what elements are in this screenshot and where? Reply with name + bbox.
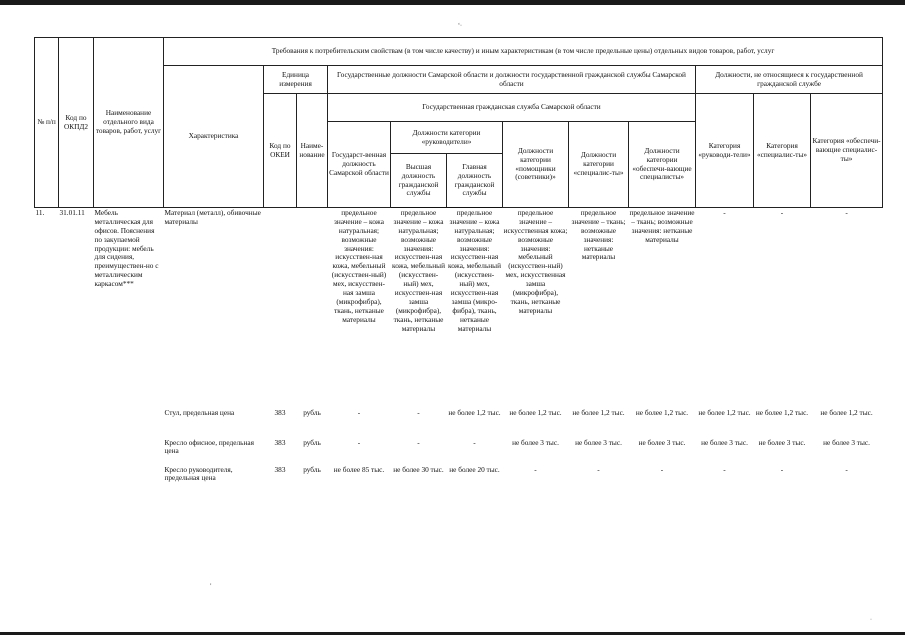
row-value-main: предельное значение – кожа натуральная; возможные значения: искусствен-ная кожа, мебельный (искусствен-ный) мех, искусствен-ная замша (микро-фибра), ткань, нетканые материалы — [448, 208, 501, 333]
row-value-cat-heads: - — [723, 208, 726, 217]
price-value: не более 1,2 тыс. — [755, 407, 809, 417]
header-num: № п/п — [35, 38, 59, 208]
row-characteristic: Материал (металл), обивочные материалы — [164, 208, 261, 226]
price-value: - — [597, 464, 600, 474]
row-value-assistants: предельное значение – искусственная кожа; возможные значения: мебельный (искусствен-ный) мех, искусственная замша (микрофибра), ткань, нетканые материалы — [503, 208, 568, 315]
scan-speck: , — [210, 580, 212, 586]
price-characteristic: Кресло офисное, предельная цена — [164, 437, 254, 456]
price-characteristic: Кресло руководителя, предельная цена — [164, 464, 233, 483]
price-value: не более 3 тыс. — [638, 437, 686, 447]
price-unit: рубль — [303, 464, 321, 474]
requirements-table — [34, 37, 883, 495]
header-cat-spec: Категория «специалис-ты» — [754, 94, 811, 208]
scan-speck: · — [870, 617, 872, 623]
header-specialists: Должности категории «специалис-ты» — [569, 122, 629, 208]
price-value: - — [534, 464, 537, 474]
price-value: не более 1,2 тыс. — [698, 407, 751, 417]
price-value: - — [660, 464, 664, 474]
row-name: Мебель металлическая для офисов. Пояснения по закупаемой продукции: мебель для сидения, преимуществен-но с металлическим каркасом*** — [94, 208, 159, 289]
header-characteristic: Характеристика — [164, 66, 264, 208]
header-unit-code: Код по ОКЕИ — [264, 94, 297, 208]
price-unit: рубль — [303, 407, 321, 417]
header-non-state: Должности, не относящиеся к государственной гражданской службе — [696, 66, 883, 94]
header-cat-support: Категория «обеспечи-вающие специалис-ты» — [811, 94, 883, 208]
price-value: не более 3 тыс. — [823, 437, 870, 447]
price-value: не более 1,2 тыс. — [448, 407, 501, 417]
top-border — [0, 0, 905, 5]
header-heads: Должности категории «руководители» — [391, 122, 503, 154]
header-state-pos-col: Государст-венная должность Самарской области — [328, 122, 391, 208]
price-unit: рубль — [303, 437, 321, 447]
row-value-state: предельное значение – кожа натуральная; возможные значения: искусствен-ная кожа, мебельный (искусствен-ный) мех, искусствен-ная замша (микрофибра), ткань, нетканые материалы — [331, 208, 387, 324]
price-value: - — [357, 437, 361, 447]
row-value-higher: предельное значение – кожа натуральная; возможные значения: искусствен-ная кожа, мебельный (искусствен-ный) мех, искусствен-ная замша (микрофибра), ткань, нетканые материалы — [392, 208, 445, 333]
row-value-cat-spec: - — [780, 208, 784, 217]
scan-mark: ʻ· — [458, 23, 462, 29]
row-unit-code — [264, 208, 297, 408]
price-value: не более 1,2 тыс. — [635, 407, 689, 417]
header-okpd: Код по ОКПД2 — [59, 38, 94, 208]
header-cat-heads: Категория «руководи-тели» — [696, 94, 754, 208]
price-row — [35, 438, 883, 465]
price-value: не более 3 тыс. — [701, 437, 748, 447]
price-value: не более 1,2 тыс. — [572, 407, 625, 417]
price-value: не более 30 тыс. — [393, 464, 444, 474]
bottom-border — [0, 632, 905, 635]
header-requirements: Требования к потребительским свойствам (в том числе качеству) и иным характеристикам (в том числе предельные цены) отдельных видов товаров, работ, услуг — [164, 38, 883, 66]
price-value: не более 1,2 тыс. — [509, 407, 562, 417]
header-civil-service: Государственная гражданская служба Самарской области — [328, 94, 696, 122]
header-state-positions: Государственные должности Самарской области и должности государственной гражданской службы Самарской области — [328, 66, 696, 94]
header-assistants: Должности категории «помощники (советники)» — [503, 122, 569, 208]
row-unit-name — [297, 208, 328, 408]
price-value: - — [473, 437, 476, 447]
header-main: Главная должность гражданской службы — [447, 154, 503, 208]
row-num: 11. — [35, 208, 45, 217]
price-code: 383 — [274, 464, 286, 474]
price-code: 383 — [274, 437, 286, 447]
row-value-specialists: предельное значение – ткань; возможные значения: нетканые материалы — [571, 208, 626, 262]
price-characteristic: Стул, предельная цена — [164, 407, 235, 417]
price-value: не более 85 тыс. — [333, 464, 385, 474]
price-value: - — [417, 437, 420, 447]
price-value: не более 3 тыс. — [575, 437, 622, 447]
header-name: Наименование отдельного вида товаров, работ, услуг — [94, 38, 164, 208]
row-value-cat-support: - — [845, 208, 848, 217]
header-unit: Единица измерения — [264, 66, 328, 94]
price-row — [35, 465, 883, 495]
price-value: - — [845, 464, 848, 474]
price-value: не более 3 тыс. — [758, 437, 806, 447]
price-code: 383 — [274, 407, 286, 417]
table-row — [35, 208, 883, 408]
price-value: - — [723, 464, 726, 474]
price-value: не более 20 тыс. — [449, 464, 500, 474]
row-okpd: 31.01.11 — [59, 208, 85, 217]
price-row — [35, 408, 883, 438]
row-value-support: предельное значение – ткань; возможные значения: нетканые материалы — [629, 208, 695, 244]
header-higher: Высшая должность гражданской службы — [391, 154, 447, 208]
price-value: - — [780, 464, 784, 474]
price-value: не более 1,2 тыс. — [820, 407, 873, 417]
price-value: не более 3 тыс. — [512, 437, 559, 447]
header-unit-name: Наиме-нование — [297, 94, 328, 208]
header-support: Должности категории «обеспечи-вающие специалисты» — [629, 122, 696, 208]
price-value: - — [417, 407, 420, 417]
price-value: - — [357, 407, 361, 417]
